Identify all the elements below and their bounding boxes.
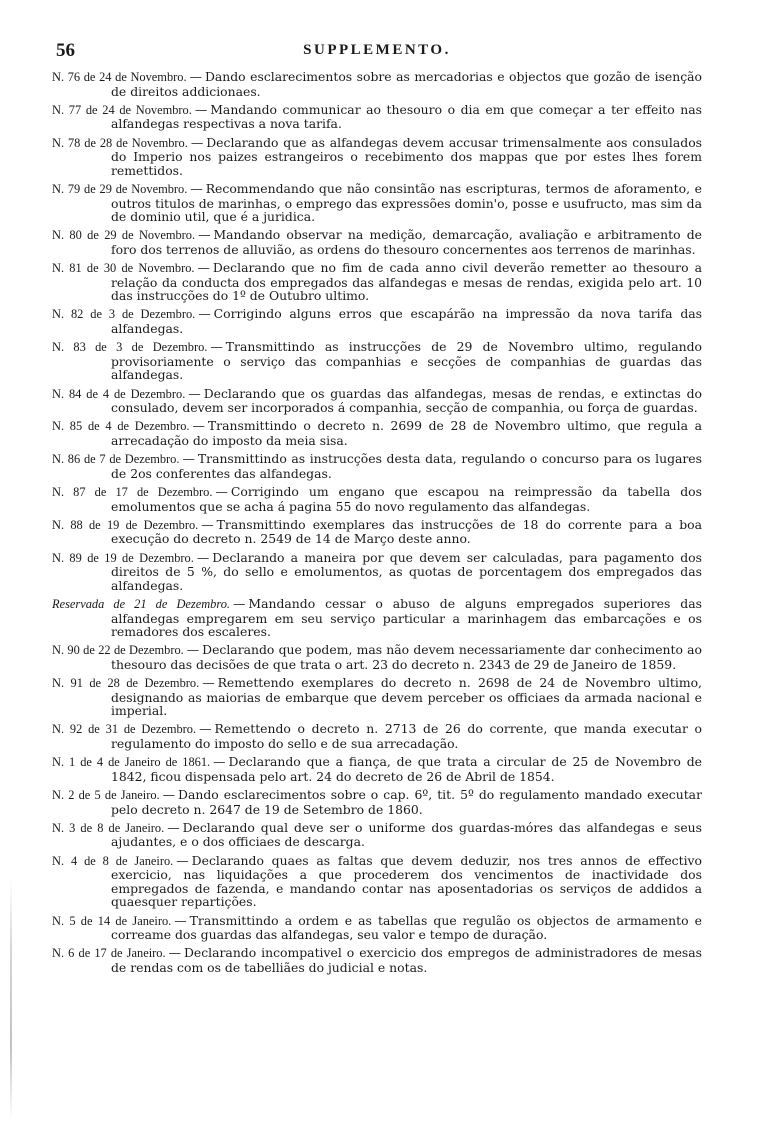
entry-dash: — (215, 483, 228, 499)
entry-reference: N. 88 de 19 de Dezembro. (52, 517, 199, 532)
entry-text: Declarando que as alfandegas devem accusar trimensalmente aos consulados do Imperio nos paizes estrangeiros o recebimento dos mappas que por estes lhes forem remettidos. (111, 134, 703, 178)
entry-reference: N. 76 de 24 de Novembro. (52, 70, 187, 84)
entry-reference: N. 89 de 19 de Dezembro. (52, 550, 194, 565)
entry-reference: N. 83 de 3 de Dezembro. (52, 340, 208, 355)
entry-dash: — (168, 945, 181, 961)
entry-text: Declarando quaes as faltas que devem deduzir, nos tres annos de effectivo exercicio, nas liquidações a que procederem dos vencimentos de inactividade dos empregados de fazenda, e mandando contar nas aposentadorias os serviços de addidos a quaesquer repartições. (111, 852, 702, 910)
entry-dash: — (192, 418, 205, 434)
entry (52, 722, 702, 750)
entry (52, 643, 702, 671)
entry-dash: — (189, 69, 202, 84)
entry (52, 228, 702, 256)
page-header (52, 40, 702, 70)
entry (52, 854, 702, 909)
entry-text: Declarando que podem, mas não devem necessariamente dar conhecimento ao thesouro das decisões de que trata o art. 23 do decreto n. 2343 de 29 de Janeiro de 1859. (111, 642, 703, 672)
entry-reference: N. 78 de 28 de Novembro. (52, 135, 188, 150)
entry (52, 597, 702, 639)
entry-text: Transmittindo as instrucções desta data, regulando o concurso para os lugares de 2os conferentes das alfandegas. (111, 451, 702, 481)
entry-text: Declarando qual deve ser o uniforme dos guardas-móres das alfandegas e seus ajudantes, e o dos officiaes de descarga. (111, 819, 702, 850)
entry-reference: N. 84 de 4 de Dezembro. (52, 386, 186, 401)
entry (52, 307, 702, 335)
entry-dash: — (167, 819, 180, 835)
entry-text: Declarando a maneira por que devem ser calculadas, para pagamento dos direitos de 5 %, do sello e emolumentos, as quotas de porcentagem dos empregados das alfandegas. (111, 549, 703, 593)
entry-dash: — (186, 642, 200, 658)
entry (52, 821, 702, 849)
entry-text: Remettendo o decreto n. 2713 de 26 do corrente, que manda executar o regulamento do imposto do sello e de sua arrecadação. (111, 721, 702, 752)
entry-text: Declarando que no fim de cada anno civil deverão remetter ao thesouro a relação da conducta dos empregados das alfandegas e mesas de rendas, exigida pelo art. 10 das instrucções do 1º de Outubro ultimo. (111, 260, 702, 304)
entry-reference: N. 91 de 28 de Dezembro. (52, 676, 200, 691)
entry-dash: — (174, 912, 187, 928)
entry (52, 551, 702, 593)
entry-dash: — (197, 260, 210, 276)
entry-dash: — (194, 101, 208, 117)
entry-dash: — (190, 180, 203, 196)
entry-dash: — (176, 852, 189, 868)
entry (52, 485, 702, 513)
entry-reference: N. 81 de 30 de Novembro. (52, 261, 195, 276)
entry-reference: N. 86 de 7 de Dezembro. (52, 452, 180, 467)
entry (52, 788, 702, 816)
entry-reference: N. 6 de 17 de Janeiro. (52, 946, 166, 961)
document-page (52, 40, 702, 979)
entry-text: Corrigindo alguns erros que escapárão na impressão da nova tarifa das alfandegas. (111, 306, 702, 337)
page-number: 56 (56, 40, 75, 61)
entry-reference: N. 92 de 31 de Dezembro. (52, 722, 197, 737)
entry (52, 419, 702, 447)
running-title: SUPPLEMENTO. (303, 42, 451, 58)
entry-text: Declarando incompativel o exercicio dos empregos de administradores de mesas de rendas com os de tabelliães do judicial e notas. (111, 945, 703, 975)
entry (52, 261, 702, 303)
entry (52, 755, 702, 783)
entry-text: Corrigindo um engano que escapou na reimpressão da tabella dos emolumentos que se acha á pagina 55 do novo regulamento das alfandegas. (111, 483, 703, 514)
entry-reference: N. 82 de 3 de Dezembro. (52, 307, 196, 322)
entry-dash: — (198, 306, 211, 322)
entry (52, 340, 702, 382)
entry (52, 946, 702, 974)
entry-reference: N. 90 de 22 de Dezembro. (52, 643, 184, 658)
page-edge-shadow (10, 880, 12, 1120)
entry-text: Transmittindo exemplares das instrucções de 18 do corrente para a boa execução do decreto n. 2549 de 14 de Março deste anno. (111, 516, 702, 547)
entry (52, 103, 702, 131)
entry-text: Mandando cessar o abuso de alguns empregados superiores das alfandegas empregarem em seu serviço particular a marinhagem das embarcações e os remadores dos escaleres. (111, 595, 702, 640)
entry-reference: N. 4 de 8 de Janeiro. (52, 853, 174, 868)
entry-dash: — (213, 754, 226, 770)
entry (52, 676, 702, 718)
entry-reference: N. 87 de 17 de Dezembro. (52, 484, 213, 499)
entry-reference: Reservada de 21 de Dezembro. (52, 596, 231, 611)
entry-text: Dando esclarecimentos sobre o cap. 6º, tit. 5º do regulamento mandado executar pelo decreto n. 2647 de 19 de Setembro de 1860. (111, 787, 702, 817)
entry-dash: — (210, 339, 223, 355)
entry (52, 452, 702, 480)
entry-dash: — (198, 227, 211, 243)
entry-reference: N. 3 de 8 de Janeiro. (52, 820, 165, 835)
entry-reference: N. 79 de 29 de Novembro. (52, 181, 188, 196)
entry (52, 518, 702, 546)
entry-dash: — (188, 385, 201, 401)
entry-text: Mandando observar na medição, demarcação, avaliação e arbitramento de foro dos terrenos de alluvião, as ordens do thesouro concernentes aos terrenos de marinhas. (111, 227, 702, 257)
entry (52, 182, 702, 224)
entry-dash: — (199, 721, 212, 737)
entry-dash: — (182, 451, 195, 467)
entry-text: Transmittindo a ordem e as tabellas que regulão os objectos de armamento e correame dos guardas das alfandegas, seu valor e tempo de duração. (111, 912, 702, 943)
entry-dash: — (201, 516, 214, 532)
entry-dash: — (196, 549, 210, 565)
entry-reference: N. 80 de 29 de Novembro. (52, 228, 196, 243)
entry-text: Transmittindo o decreto n. 2699 de 28 de Novembro ultimo, que regula a arrecadação do imposto da meia sisa. (111, 418, 702, 448)
entry-reference: N. 2 de 5 de Janeiro. (52, 788, 160, 802)
entry-text: Recommendando que não consintão nas escripturas, termos de aforamento, e outros titulos de marinhas, o emprego das expressões domin'o, posse e usufructo, mas sim da de dominio util, que é a juridica. (111, 180, 702, 225)
entry-dash: — (162, 787, 176, 802)
entry (52, 914, 702, 942)
entry-list (52, 70, 702, 975)
entry (52, 136, 702, 178)
entry-reference: N. 77 de 24 de Novembro. (52, 102, 192, 117)
entry-text: Declarando que a fiança, de que trata a circular de 25 de Novembro de 1842, ficou dispensada pelo art. 24 do decreto de 26 de Abril de 1854. (111, 754, 702, 784)
entry-text: Declarando que os guardas das alfandegas, mesas de rendas, e extinctas do consulado, devem ser incorporados á companhia, secção de companhia, ou força de guardas. (111, 385, 702, 416)
entry-dash: — (202, 675, 215, 691)
entry-reference: N. 1 de 4 de Janeiro de 1861. (52, 755, 211, 770)
entry-dash: — (233, 595, 246, 611)
entry (52, 70, 702, 98)
entry-reference: N. 85 de 4 de Dezembro. (52, 419, 190, 434)
entry-dash: — (190, 134, 204, 150)
entry-text: Mandando communicar ao thesouro o dia em que começar a ter effeito nas alfandegas respectivas a nova tarifa. (111, 101, 703, 132)
entry (52, 387, 702, 415)
entry-text: Dando esclarecimentos sobre as mercadorias e objectos que gozão de isenção de direitos addicionaes. (111, 69, 702, 99)
entry-reference: N. 5 de 14 de Janeiro. (52, 913, 172, 928)
entry-text: Remettendo exemplares do decreto n. 2698 de 24 de Novembro ultimo, designando as maiorias de embarque que devem perceber os officiaes da armada nacional e imperial. (111, 675, 702, 719)
entry-text: Transmittindo as instrucções de 29 de Novembro ultimo, regulando provisoriamente o serviço das companhias e secções de companhias de guardas das alfandegas. (111, 339, 702, 383)
